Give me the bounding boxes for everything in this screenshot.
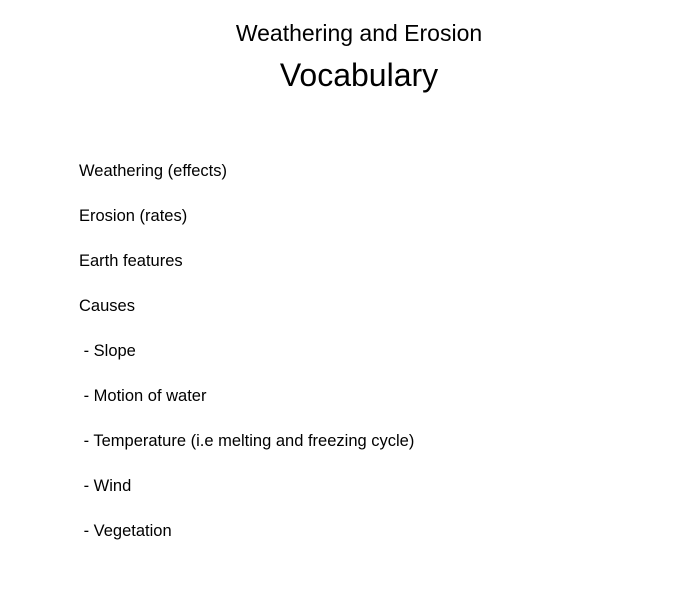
- cause-item-temperature: - Temperature (i.e melting and freezing cycle): [79, 432, 415, 450]
- cause-item-motion-of-water: - Motion of water: [79, 387, 207, 405]
- cause-item-slope: - Slope: [79, 342, 136, 360]
- document-subtitle: Weathering and Erosion: [235, 20, 483, 46]
- cause-item-wind: - Wind: [79, 477, 132, 495]
- vocab-item-earth-features: Earth features: [79, 252, 183, 270]
- vocab-item-erosion: Erosion (rates): [79, 207, 188, 225]
- vocab-item-causes: Causes: [79, 297, 135, 315]
- vocabulary-list: [79, 160, 414, 565]
- page-title: Vocabulary: [279, 57, 439, 93]
- cause-item-vegetation: - Vegetation: [79, 522, 172, 540]
- vocab-item-weathering: Weathering (effects): [79, 162, 227, 180]
